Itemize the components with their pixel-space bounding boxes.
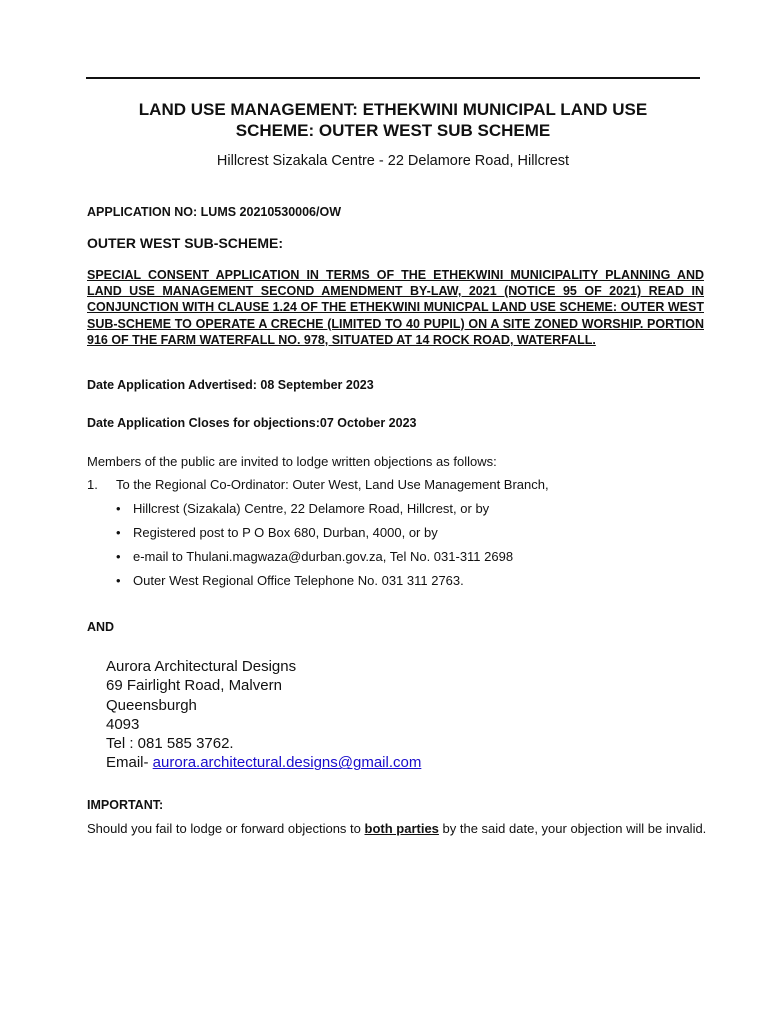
objection-methods-list (116, 501, 513, 597)
important-heading: IMPORTANT: (87, 798, 164, 812)
special-consent-paragraph: SPECIAL CONSENT APPLICATION IN TERMS OF THE ETHEKWINI MUNICIPALITY PLANNING AND LAND USE MANAGEMENT SECOND AMENDMENT BY-LAW, 2021 (NOTICE 95 OF 2021) READ IN CONJUNCTION WITH CLAUSE 1.24 OF THE ETHEKWINI MUNICPAL LAND USE SCHEME: OUTER WEST SUB-SCHEME TO OPERATE A CRECHE (LIMITED TO 40 PUPIL) ON A SITE ZONED WORSHIP. PORTION 916 OF THE FARM WATERFALL NO. 978, SITUATED AT 14 ROCK ROAD, WATERFALL. (87, 268, 704, 347)
subscheme-heading: OUTER WEST SUB-SCHEME: (87, 235, 283, 251)
application-number: APPLICATION NO: LUMS 20210530006/OW (87, 205, 342, 219)
list-item-text: Hillcrest (Sizakala) Centre, 22 Delamore Road, Hillcrest, or by (133, 501, 490, 516)
applicant-address (106, 657, 421, 773)
document-title (86, 99, 700, 141)
bullet-icon: • (116, 501, 121, 516)
important-paragraph (87, 820, 707, 837)
item-number: 1. (87, 477, 98, 492)
title-line-1: LAND USE MANAGEMENT: ETHEKWINI MUNICIPAL LAND USE (138, 100, 648, 119)
list-item-text: Registered post to P O Box 680, Durban, 4000, or by (133, 525, 438, 540)
list-item-text: Outer West Regional Office Telephone No. 031 311 2763. (133, 573, 464, 588)
title-line-2: SCHEME: OUTER WEST SUB SCHEME (235, 121, 551, 140)
document-subtitle: Hillcrest Sizakala Centre - 22 Delamore Road, Hillcrest (216, 153, 570, 169)
bullet-icon: • (116, 549, 121, 564)
members-intro: Members of the public are invited to lodge written objections as follows: (87, 454, 497, 469)
email-label: Email- (106, 754, 153, 772)
numbered-item-1 (87, 477, 549, 493)
item-text: To the Regional Co-Ordinator: Outer West, Land Use Management Branch, (116, 477, 549, 492)
header-rule (86, 77, 700, 79)
email-link[interactable]: aurora.architectural.designs@gmail.com (152, 754, 422, 772)
bullet-icon: • (116, 525, 121, 540)
and-label: AND (87, 620, 115, 634)
bullet-icon: • (116, 573, 121, 588)
date-closes: Date Application Closes for objections:07 October 2023 (87, 416, 417, 430)
important-emphasis: both parties (364, 821, 439, 836)
list-item (116, 549, 513, 573)
postal-code: 4093 (106, 715, 140, 733)
company-name: Aurora Architectural Designs (106, 658, 297, 675)
email-line (106, 753, 421, 772)
important-text-before: Should you fail to lodge or forward objections to (87, 821, 365, 836)
telephone: Tel : 081 585 3762. (106, 735, 234, 753)
list-item-text: e-mail to Thulani.magwaza@durban.gov.za, Tel No. 031-311 2698 (133, 549, 514, 564)
suburb: Queensburgh (106, 696, 197, 714)
important-text-after: by the said date, your objection will be invalid. (438, 821, 707, 836)
date-advertised: Date Application Advertised: 08 September 2023 (87, 378, 374, 392)
list-item (116, 501, 513, 525)
street-address: 69 Fairlight Road, Malvern (106, 677, 282, 695)
list-item (116, 525, 513, 549)
list-item (116, 573, 513, 597)
